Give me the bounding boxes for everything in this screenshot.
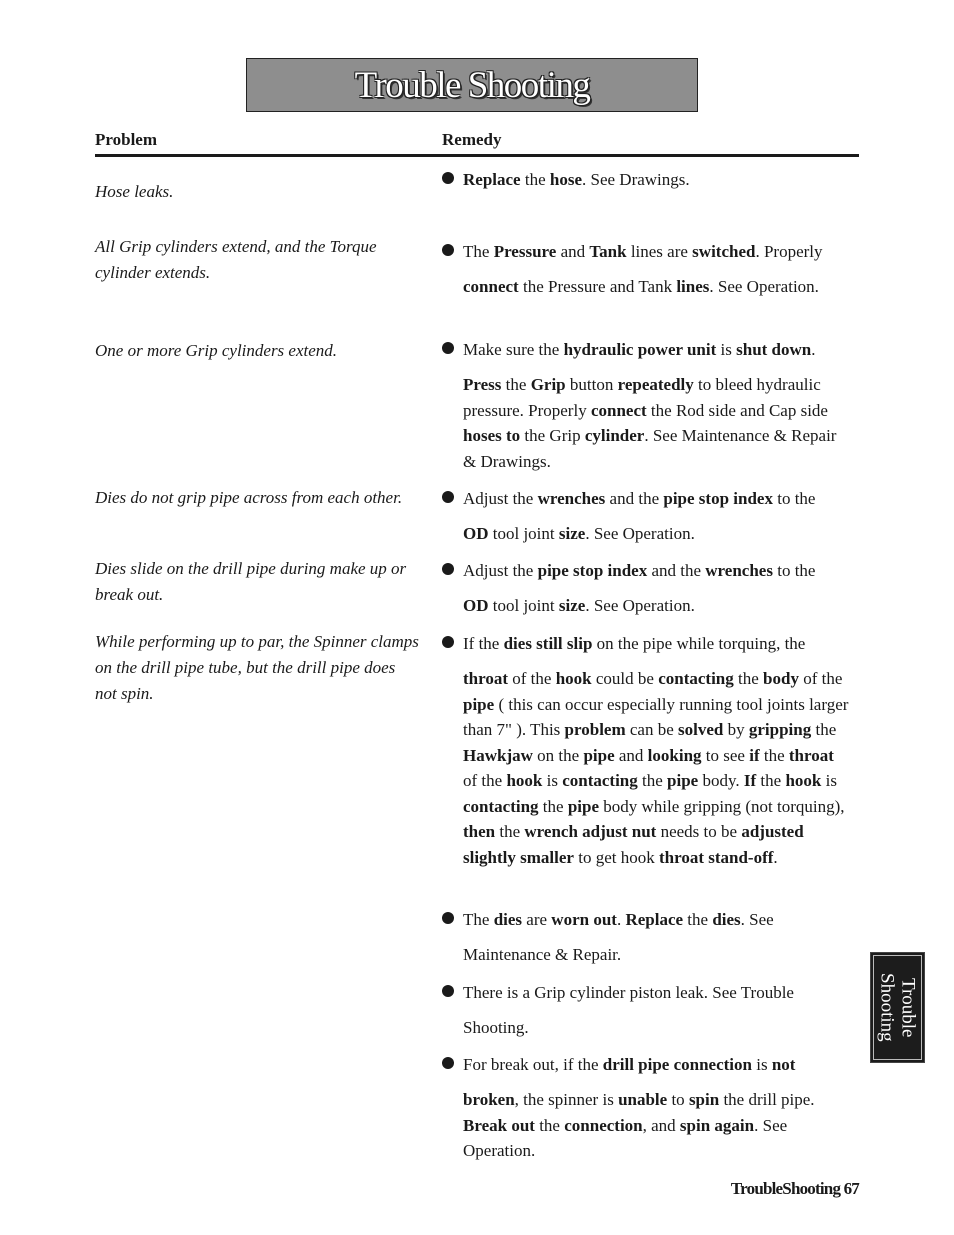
remedy-emphasis: hydraulic power unit xyxy=(563,340,717,359)
remedy-run: and the xyxy=(605,489,664,508)
remedy-run: could be xyxy=(591,669,659,688)
remedy-first-line xyxy=(463,340,852,360)
remedy-run: and the xyxy=(647,561,706,580)
remedy-run: Shooting. xyxy=(463,1018,529,1037)
remedy-continuation xyxy=(463,1087,852,1164)
remedy-continuation xyxy=(463,521,852,547)
remedy-emphasis: spin xyxy=(688,1090,720,1109)
remedy-run: the xyxy=(756,771,786,790)
remedy-emphasis: switched xyxy=(692,242,756,261)
remedy-emphasis: size xyxy=(558,524,586,543)
remedy-emphasis: Replace xyxy=(463,170,521,189)
remedy-emphasis: broken xyxy=(463,1090,515,1109)
remedy-run: . See Operation. xyxy=(585,524,695,543)
remedy-emphasis: Replace xyxy=(625,910,684,929)
remedy-emphasis: pipe stop index xyxy=(537,561,648,580)
remedy-column-header: Remedy xyxy=(442,130,502,149)
remedy-run: ( this can occur especially running tool joints larger than 7" ). This xyxy=(463,694,849,739)
remedy-emphasis: wrenches xyxy=(537,489,606,508)
remedy-run: . See Operation. xyxy=(709,277,819,296)
remedy-emphasis: solved xyxy=(678,720,724,739)
remedy-run: on the pipe while torquing, the xyxy=(592,634,806,653)
remedy-emphasis: wrench adjust nut xyxy=(524,822,657,841)
bullet-icon xyxy=(442,491,454,503)
remedy-emphasis: contacting xyxy=(562,771,638,790)
remedy-run: to the xyxy=(772,561,816,580)
bullet-icon xyxy=(442,636,454,648)
remedy-run: the xyxy=(520,170,550,189)
remedy-continuation xyxy=(463,274,852,300)
remedy-emphasis: throat stand-off xyxy=(658,847,774,867)
remedy-emphasis: pipe xyxy=(667,771,699,790)
remedy-run: the xyxy=(637,771,668,790)
remedy-run: to xyxy=(667,1090,689,1109)
problem-column-header: Problem xyxy=(95,130,158,149)
remedy-first-line xyxy=(463,1055,852,1075)
section-tab-line2: Shooting xyxy=(876,973,898,1042)
remedy-continuation xyxy=(463,372,852,474)
problem-text: Hose leaks. xyxy=(95,182,174,201)
remedy-run: is xyxy=(716,340,737,359)
remedy-run: tool joint xyxy=(488,596,559,615)
remedy-run: , the spinner is xyxy=(514,1090,619,1109)
remedy-emphasis: hook xyxy=(785,771,822,790)
remedy-emphasis: cylinder xyxy=(584,426,645,445)
remedy-run: the xyxy=(534,1115,565,1135)
remedy-emphasis: Tank xyxy=(589,242,627,261)
remedy-emphasis: dies xyxy=(712,910,741,929)
remedy-emphasis: wrenches xyxy=(705,561,773,580)
remedy-item xyxy=(442,910,852,968)
remedy-emphasis: then xyxy=(463,822,496,841)
remedy-emphasis: Break out xyxy=(463,1115,535,1135)
remedy-run: and xyxy=(614,745,648,765)
remedy-run: the xyxy=(733,669,764,688)
bullet-icon xyxy=(442,342,454,354)
remedy-run: . Properly xyxy=(755,242,823,261)
remedy-run: . xyxy=(616,910,626,929)
remedy-run: the xyxy=(501,375,531,394)
remedy-first-line xyxy=(463,561,852,581)
remedy-emphasis: OD xyxy=(463,596,489,615)
remedy-run: . xyxy=(773,847,778,867)
section-tab-label xyxy=(877,973,919,1042)
remedy-run: . See Operation. xyxy=(585,596,695,615)
remedy-emphasis: looking xyxy=(647,745,702,765)
remedy-emphasis: connect xyxy=(463,277,519,296)
remedy-first-line xyxy=(463,242,852,262)
remedy-run: is xyxy=(751,1055,772,1074)
remedy-run: to get hook xyxy=(573,847,659,867)
remedy-run: the Grip xyxy=(520,426,585,445)
remedy-emphasis: throat xyxy=(788,745,834,765)
problem-text: While performing up to par, the Spinner clamps on the drill pipe tube, but the drill pipe does not spin. xyxy=(95,632,419,703)
bullet-icon xyxy=(442,985,454,997)
remedy-emphasis: hook xyxy=(555,669,592,688)
remedy-run: can be xyxy=(625,720,679,739)
remedy-run: the Rod side and Cap side xyxy=(646,400,828,420)
remedy-emphasis: spin again xyxy=(679,1115,755,1135)
remedy-item xyxy=(442,983,852,1041)
problem-text: One or more Grip cylinders extend. xyxy=(95,341,338,360)
remedy-first-line xyxy=(463,983,852,1003)
remedy-emphasis: repeatedly xyxy=(617,375,694,394)
remedy-emphasis: throat xyxy=(463,669,509,688)
bullet-icon xyxy=(442,563,454,575)
remedy-run: body. xyxy=(698,771,744,790)
remedy-emphasis: if xyxy=(749,745,760,765)
remedy-run: and xyxy=(556,242,590,261)
remedy-emphasis: Hawkjaw xyxy=(463,745,533,765)
problem-text: Dies slide on the drill pipe during make up or break out. xyxy=(95,559,407,604)
remedy-run: . xyxy=(811,340,816,359)
remedy-item xyxy=(442,489,852,547)
page-title: Trouble Shooting xyxy=(354,64,590,106)
remedy-run: of the xyxy=(508,669,556,688)
remedy-emphasis: hook xyxy=(506,771,543,790)
remedy-emphasis: connection xyxy=(564,1115,643,1135)
remedy-run: button xyxy=(565,375,618,394)
remedy-run: of the xyxy=(463,771,507,790)
remedy-run: body while gripping (not torquing), xyxy=(599,796,845,816)
remedy-item xyxy=(442,634,852,870)
remedy-emphasis: pipe stop index xyxy=(663,489,773,508)
remedy-emphasis: worn out xyxy=(551,910,617,929)
remedy-emphasis: hose xyxy=(549,170,582,189)
remedy-run: The xyxy=(463,910,494,929)
remedy-run: . See xyxy=(740,910,774,929)
remedy-emphasis: adjusted slightly smaller xyxy=(463,822,804,867)
page-footer: TroubleShooting 67 xyxy=(730,1179,859,1198)
remedy-run: is xyxy=(821,771,837,790)
remedy-emphasis: If xyxy=(743,771,757,790)
remedy-first-line xyxy=(463,910,852,930)
bullet-icon xyxy=(442,244,454,256)
remedy-run: . See Drawings. xyxy=(582,170,690,189)
remedy-run: the xyxy=(811,720,837,739)
remedy-item xyxy=(442,170,852,202)
remedy-run: If the xyxy=(463,634,504,653)
problem-text: Dies do not grip pipe across from each other. xyxy=(95,488,403,507)
bullet-icon xyxy=(442,1057,454,1069)
remedy-first-line xyxy=(463,634,852,654)
remedy-emphasis: Pressure xyxy=(493,242,557,261)
remedy-run: Adjust the xyxy=(463,561,538,580)
remedy-emphasis: gripping xyxy=(748,720,812,739)
remedy-emphasis: not xyxy=(771,1055,796,1074)
remedy-run: For break out, if the xyxy=(463,1055,603,1074)
title-banner xyxy=(246,58,698,112)
remedy-emphasis: hoses to xyxy=(463,426,521,445)
remedy-item xyxy=(442,561,852,619)
bullet-icon xyxy=(442,912,454,924)
remedy-run: Adjust the xyxy=(463,489,538,508)
remedy-run: the Pressure and Tank xyxy=(518,277,677,296)
remedy-emphasis: body xyxy=(763,669,799,688)
remedy-run: There is a Grip cylinder piston leak. See Trouble xyxy=(463,983,794,1002)
remedy-run: . See Operation. xyxy=(463,1115,788,1160)
section-tab[interactable] xyxy=(870,952,925,1063)
remedy-run: needs to be xyxy=(656,822,742,841)
remedy-run: the xyxy=(683,910,713,929)
remedy-run: , and xyxy=(642,1115,680,1135)
remedy-emphasis: size xyxy=(558,596,586,615)
remedy-run: Make sure the xyxy=(463,340,564,359)
remedy-run: lines are xyxy=(626,242,693,261)
problem-text: All Grip cylinders extend, and the Torque cylinder extends. xyxy=(95,237,377,282)
remedy-run: tool joint xyxy=(488,524,559,543)
remedy-emphasis: pipe xyxy=(463,694,495,714)
remedy-run: The xyxy=(463,242,494,261)
remedy-continuation xyxy=(463,593,852,619)
remedy-continuation xyxy=(463,1015,852,1041)
remedy-emphasis: unable xyxy=(618,1090,668,1109)
remedy-emphasis: contacting xyxy=(658,669,734,688)
remedy-emphasis: dies still slip xyxy=(503,634,593,653)
remedy-run: is xyxy=(542,771,563,790)
remedy-emphasis: dies xyxy=(493,910,523,929)
remedy-emphasis: contacting xyxy=(463,796,539,816)
remedy-item xyxy=(442,1055,852,1164)
remedy-emphasis: Grip xyxy=(530,375,566,394)
remedy-run: of the xyxy=(798,669,843,688)
remedy-run: to the xyxy=(772,489,816,508)
section-tab-line1: Trouble xyxy=(897,977,919,1038)
remedy-item xyxy=(442,242,852,300)
remedy-emphasis: problem xyxy=(564,720,626,739)
remedy-emphasis: Press xyxy=(463,375,502,394)
remedy-continuation xyxy=(463,942,852,968)
remedy-run: the drill pipe. xyxy=(719,1090,815,1109)
remedy-first-line xyxy=(463,489,852,509)
remedy-run: are xyxy=(522,910,552,929)
remedy-run: the xyxy=(759,745,789,765)
remedy-run: to bleed hydraulic pressure. Properly xyxy=(463,375,821,420)
remedy-run: the xyxy=(538,796,568,816)
bullet-icon xyxy=(442,172,454,184)
remedy-emphasis: pipe xyxy=(567,796,600,816)
header-rule xyxy=(95,154,859,157)
remedy-item xyxy=(442,340,852,474)
remedy-run: Maintenance & Repair. xyxy=(463,945,622,964)
remedy-run: . See Maintenance & Repair & Drawings. xyxy=(463,426,837,471)
remedy-emphasis: drill pipe connection xyxy=(602,1055,752,1074)
remedy-emphasis: lines xyxy=(676,277,710,296)
remedy-run: by xyxy=(723,720,749,739)
remedy-emphasis: connect xyxy=(590,400,647,420)
remedy-emphasis: OD xyxy=(463,524,489,543)
remedy-run: on the xyxy=(532,745,584,765)
remedy-continuation xyxy=(463,666,852,870)
remedy-first-line xyxy=(463,170,852,190)
remedy-run: to see xyxy=(701,745,750,765)
remedy-emphasis: shut down xyxy=(736,340,812,359)
remedy-run: the xyxy=(495,822,525,841)
remedy-emphasis: pipe xyxy=(583,745,615,765)
